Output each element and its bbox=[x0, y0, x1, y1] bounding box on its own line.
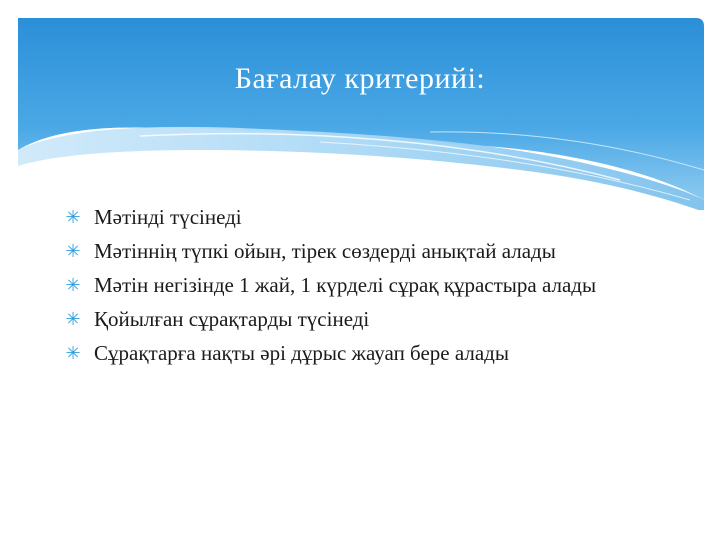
slide-title: Бағалау критерийі: bbox=[234, 62, 486, 95]
header-wave-background bbox=[0, 0, 720, 210]
list-item-text: Мәтіннің түпкі ойын, тірек сөздерді анықтай алады bbox=[94, 239, 556, 263]
asterisk-icon: ✳ bbox=[65, 343, 81, 364]
asterisk-icon: ✳ bbox=[65, 309, 81, 330]
list-item bbox=[60, 204, 680, 231]
criteria-list bbox=[60, 204, 680, 374]
asterisk-icon: ✳ bbox=[65, 241, 81, 262]
list-item-text: Мәтінді түсінеді bbox=[94, 205, 242, 229]
list-item-text: Қойылған сұрақтарды түсінеді bbox=[94, 307, 370, 331]
list-item bbox=[60, 272, 680, 299]
asterisk-icon: ✳ bbox=[65, 275, 81, 296]
list-item-text: Мәтін негізінде 1 жай, 1 күрделі сұрақ құрастыра алады bbox=[94, 273, 597, 297]
list-item bbox=[60, 306, 680, 333]
list-item bbox=[60, 340, 680, 367]
list-item bbox=[60, 238, 680, 265]
asterisk-icon: ✳ bbox=[65, 207, 81, 228]
list-item-text: Сұрақтарға нақты әрі дұрыс жауап бере алады bbox=[94, 341, 509, 365]
